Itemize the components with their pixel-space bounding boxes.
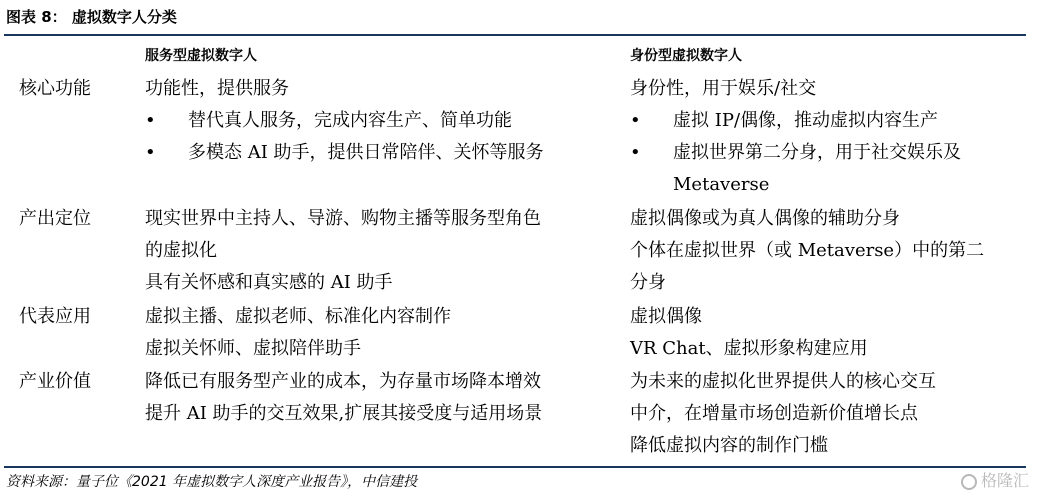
cell-apps-service	[145, 301, 635, 365]
cell-apps-identity	[630, 301, 1025, 365]
row-label-core: 核心功能	[19, 78, 91, 99]
source-note: 资料来源：量子位《2021 年虚拟数字人深度产业报告》，中信建投	[6, 474, 418, 490]
row-label-value: 产业价值	[19, 371, 91, 392]
table-title: 图表 8： 虚拟数字人分类	[6, 8, 177, 26]
row-label-apps: 代表应用	[19, 306, 91, 327]
cell-text: 的虚拟化	[145, 240, 217, 261]
watermark-text: 格隆汇	[980, 471, 1029, 490]
cell-text: 身份性，用于娱乐/社交	[630, 78, 817, 99]
cell-text: VR Chat、虚拟形象构建应用	[630, 338, 868, 359]
cell-position-identity	[630, 203, 1025, 299]
bullet-text: 虚拟 IP/偶像，推动虚拟内容生产	[673, 110, 939, 131]
cell-value-service	[145, 366, 635, 430]
watermark-logo-icon	[961, 474, 977, 490]
cell-text: 提升 AI 助手的交互效果,扩展其接受度与适用场景	[145, 403, 543, 424]
cell-text: 为未来的虚拟化世界提供人的核心交互	[630, 371, 936, 392]
bullet-icon: •	[145, 142, 156, 163]
bullet-continuation: Metaverse	[673, 174, 770, 195]
bottom-rule	[4, 466, 1026, 468]
bullet-icon: •	[630, 110, 641, 131]
bullet-text: 替代真人服务，完成内容生产、简单功能	[188, 110, 512, 131]
cell-value-identity	[630, 366, 1025, 462]
bullet-text: 虚拟世界第二分身，用于社交娱乐及	[673, 142, 961, 163]
top-rule	[4, 34, 1026, 36]
bullet-item	[630, 105, 1025, 137]
bullet-item	[145, 105, 635, 137]
column-header-service: 服务型虚拟数字人	[145, 48, 257, 64]
cell-core-service	[145, 73, 635, 169]
bullet-text: 多模态 AI 助手，提供日常陪伴、关怀等服务	[188, 142, 544, 163]
cell-text: 虚拟主播、虚拟老师、标准化内容制作	[145, 306, 451, 327]
cell-text: 虚拟偶像或为真人偶像的辅助分身	[630, 208, 900, 229]
cell-text: 中介，在增量市场创造新价值增长点	[630, 403, 918, 424]
cell-text: 降低已有服务型产业的成本，为存量市场降本增效	[145, 371, 541, 392]
cell-text: 虚拟偶像	[630, 306, 702, 327]
cell-text: 具有关怀感和真实感的 AI 助手	[145, 272, 393, 293]
bullet-item	[630, 137, 1025, 169]
cell-text: 个体在虚拟世界（或 Metaverse）中的第二	[630, 240, 985, 261]
cell-text: 降低虚拟内容的制作门槛	[630, 435, 828, 456]
cell-text: 分身	[630, 272, 666, 293]
cell-text: 现实世界中主持人、导游、购物主播等服务型角色	[145, 208, 541, 229]
cell-text: 虚拟关怀师、虚拟陪伴助手	[145, 338, 361, 359]
row-label-position: 产出定位	[19, 208, 91, 229]
bullet-icon: •	[630, 142, 641, 163]
cell-core-identity	[630, 73, 1025, 201]
bullet-item	[145, 137, 635, 169]
cell-position-service	[145, 203, 635, 299]
bullet-icon: •	[145, 110, 156, 131]
watermark	[961, 470, 1029, 492]
column-header-identity: 身份型虚拟数字人	[630, 48, 742, 64]
cell-text: 功能性，提供服务	[145, 78, 289, 99]
